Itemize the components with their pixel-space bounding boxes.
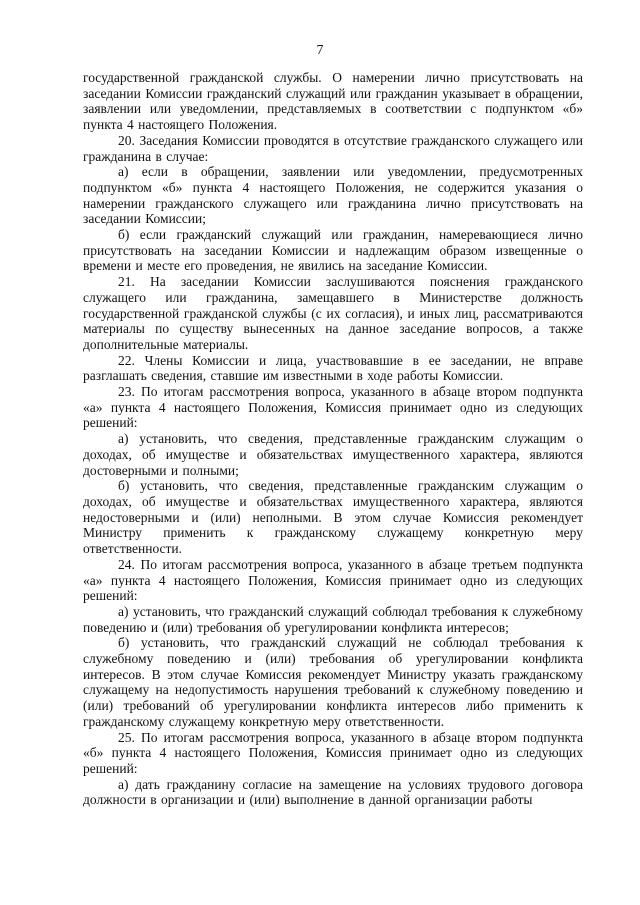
paragraph-item-25: 25. По итогам рассмотрения вопроса, указанного в абзаце втором подпункта «б» пункта 4 настоящего Положения, Комиссия принимает одно из следующих решений: <box>83 729 583 776</box>
paragraph-item-20-a: а) если в обращении, заявлении или уведомлении, предусмотренных подпунктом «б» пункта 4 настоящего Положения, не содержится указания о намерении гражданского служащего или гражданина лично присутствовать на заседании Комиссии; <box>83 164 583 227</box>
page-number: 7 <box>316 42 324 57</box>
document-body <box>83 70 583 808</box>
paragraph-item-23: 23. По итогам рассмотрения вопроса, указанного в абзаце втором подпункта «а» пункта 4 настоящего Положения, Комиссия принимает одно из следующих решений: <box>83 384 583 431</box>
paragraph-item-24-a: а) установить, что гражданский служащий соблюдал требования к служебному поведению и (или) требования об урегулировании конфликта интересов; <box>83 603 583 635</box>
paragraph-continuation: государственной гражданской службы. О намерении лично присутствовать на заседании Комиссии гражданский служащий или гражданин указывает в обращении, заявлении или уведомлении, представляемых в соответствии с подпунктом «б» пункта 4 настоящего Положения. <box>83 70 583 133</box>
paragraph-item-21: 21. На заседании Комиссии заслушиваются пояснения гражданского служащего или гражданина, замещавшего в Министерстве должность государственной гражданской службы (с их согласия), и иных лиц, рассматриваются материалы по существу вынесенных на данное заседание вопросов, а также дополнительные материалы. <box>83 274 583 352</box>
paragraph-item-24: 24. По итогам рассмотрения вопроса, указанного в абзаце третьем подпункта «а» пункта 4 настоящего Положения, Комиссия принимает одно из следующих решений: <box>83 556 583 604</box>
paragraph-item-23-a: а) установить, что сведения, представленные гражданским служащим о доходах, об имуществе и обязательствах имущественного характера, являются достоверными и полными; <box>83 431 583 478</box>
paragraph-item-20-b: б) если гражданский служащий или гражданин, намеревающиеся лично присутствовать на заседании Комиссии и надлежащим образом извещенные о времени и месте его проведения, не явились на заседание Комиссии. <box>83 227 583 274</box>
paragraph-item-24-b: б) установить, что гражданский служащий не соблюдал требования к служебному поведению и (или) требования об урегулировании конфликта интересов. В этом случае Комиссия рекомендует Министру указать гражданскому служащему на недопустимость нарушения требований к служебному поведению и (или) требований об урегулировании конфликта интересов либо применить к гражданскому служащему конкретную меру ответственности. <box>83 635 583 729</box>
paragraph-item-20: 20. Заседания Комиссии проводятся в отсутствие гражданского служащего или гражданина в случае: <box>83 132 583 164</box>
paragraph-item-23-b: б) установить, что сведения, представленные гражданским служащим о доходах, об имуществе и обязательствах имущественного характера, являются недостоверными и (или) неполными. В этом случае Комиссия рекомендует Министру применить к гражданскому служащему конкретную меру ответственности. <box>83 478 583 557</box>
paragraph-item-22: 22. Члены Комиссии и лица, участвовавшие в ее заседании, не вправе разглашать сведения, ставшие им известными в ходе работы Комиссии. <box>83 352 583 384</box>
paragraph-item-25-a: а) дать гражданину согласие на замещение на условиях трудового договора должности в организации и (или) выполнение в данной организации работы <box>83 776 583 808</box>
